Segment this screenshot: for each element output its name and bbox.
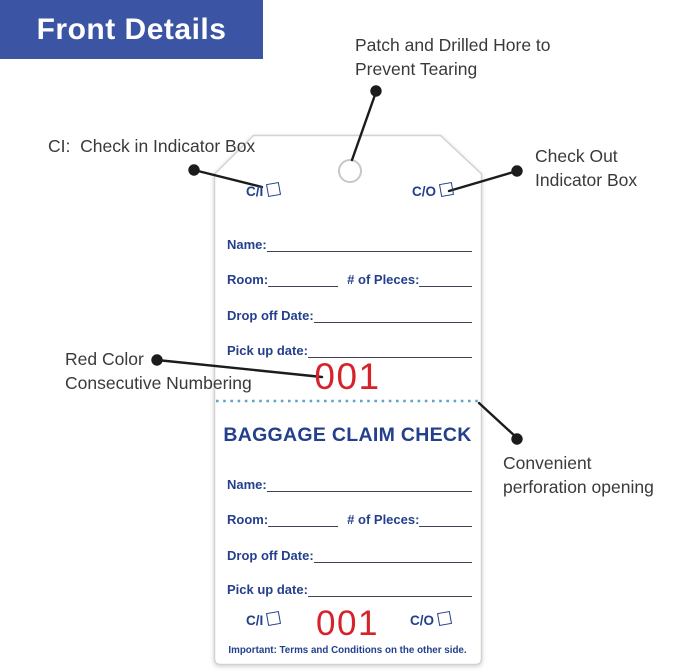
- field-label: Name:: [227, 477, 267, 492]
- blank-line: [308, 583, 472, 597]
- annotation-check-out: [535, 144, 637, 192]
- field-label: Drop off Date:: [227, 308, 314, 323]
- annotation-perforation: [503, 451, 654, 499]
- blank-line: [268, 273, 338, 287]
- blank-line: [268, 513, 338, 527]
- annotation-line: Red Color: [65, 349, 144, 369]
- field-label: Room:: [227, 512, 269, 527]
- field-label: Drop off Date:: [227, 548, 314, 563]
- annotation-line: perforation opening: [503, 477, 654, 497]
- check-in-label: C/I: [246, 613, 264, 628]
- checkbox-icon: [266, 182, 281, 197]
- blank-line: [314, 549, 472, 563]
- field-label: # of Pleces:: [347, 512, 420, 527]
- field-row-dropoff-lower: [227, 548, 472, 563]
- leader-line-perforation: [479, 403, 516, 437]
- check-out-label: C/O: [412, 184, 437, 199]
- annotation-line: Indicator Box: [535, 170, 638, 190]
- serial-number-upper: 001: [314, 356, 381, 397]
- check-out-indicator-lower: [410, 613, 451, 628]
- annotation-line: Convenient: [503, 453, 592, 473]
- field-label: Name:: [227, 237, 267, 252]
- blank-line: [267, 238, 472, 252]
- leader-dot-perforation: [513, 435, 522, 444]
- field-label: Pick up date:: [227, 582, 308, 597]
- field-row-pickup-lower: [227, 582, 472, 597]
- terms-footer: Important: Terms and Conditions on the other side.: [228, 645, 467, 656]
- annotation-line: Consecutive Numbering: [65, 373, 252, 393]
- field-row-room-lower: [227, 512, 472, 527]
- serial-number-lower: 001: [316, 604, 379, 643]
- blank-line: [419, 513, 472, 527]
- field-row-name-upper: [227, 237, 472, 252]
- check-in-indicator-upper: [246, 184, 280, 199]
- annotation-line: Prevent Tearing: [355, 59, 478, 79]
- annotation-check-in: [48, 134, 255, 158]
- field-label: Room:: [227, 272, 269, 287]
- hang-hole-icon: [339, 160, 361, 182]
- page-title: Front Details: [36, 12, 227, 46]
- annotation-line: Check Out: [535, 146, 618, 166]
- field-row-room-upper: [227, 272, 472, 287]
- field-label: Pick up date:: [227, 343, 308, 358]
- leader-dot-patch: [372, 87, 381, 96]
- checkbox-icon: [437, 611, 452, 626]
- check-in-label: C/I: [246, 184, 264, 199]
- check-out-label: C/O: [410, 613, 435, 628]
- baggage-claim-title: BAGGAGE CLAIM CHECK: [223, 424, 472, 446]
- field-label: # of Pleces:: [347, 272, 420, 287]
- blank-line: [267, 478, 472, 492]
- checkbox-icon: [439, 182, 454, 197]
- leader-dot-check-out: [513, 167, 522, 176]
- annotation-line: Patch and Drilled Hore to: [355, 35, 551, 55]
- check-out-indicator-upper: [412, 184, 453, 199]
- field-row-name-lower: [227, 477, 472, 492]
- annotation-line: CI: Check in Indicator Box: [48, 136, 256, 156]
- blank-line: [314, 309, 472, 323]
- field-row-dropoff-upper: [227, 308, 472, 323]
- annotation-patch-hole: [355, 33, 551, 81]
- leader-dot-check-in: [190, 166, 199, 175]
- blank-line: [419, 273, 472, 287]
